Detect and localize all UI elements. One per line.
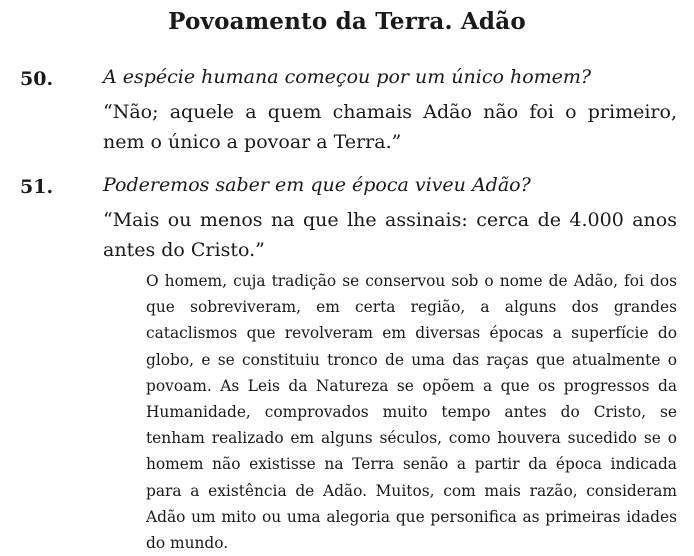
question-50-text: A espécie humana começou por um único homem? (103, 66, 592, 88)
answer-51-text: “Mais ou menos na que lhe assinais: cerca de 4.000 anos antes do Cristo.” (103, 209, 677, 261)
question-51-text: Poderemos saber em que época viveu Adão? (103, 174, 531, 196)
commentary-paragraph: O homem, cuja tradição se conservou sob o nome de Adão, foi dos que sobreviveram, em certa região, a alguns dos grandes cataclismos que revolveram em diversas épocas a superfície do globo, e se constituiu tronco de uma das raças que atualmente o povoam. As Leis da Natureza se opõem a que os progressos da Humanidade, comprovados muito tempo antes do Cristo, se tenham realizado em alguns séculos, como houvera sucedido se o homem não existisse na Terra senão a partir da época indicada para a existência de Adão. Muitos, com mais razão, consideram Adão um mito ou uma alegoria que personifica as primeiras idades do mundo. (146, 272, 677, 553)
question-number-50: 50. (20, 68, 54, 90)
answer-50-text: “Não; aquele a quem chamais Adão não foi o primeiro, nem o único a povoar a Terra.” (103, 101, 677, 153)
page-title: Povoamento da Terra. Adão (168, 8, 526, 35)
question-number-51: 51. (20, 176, 54, 198)
